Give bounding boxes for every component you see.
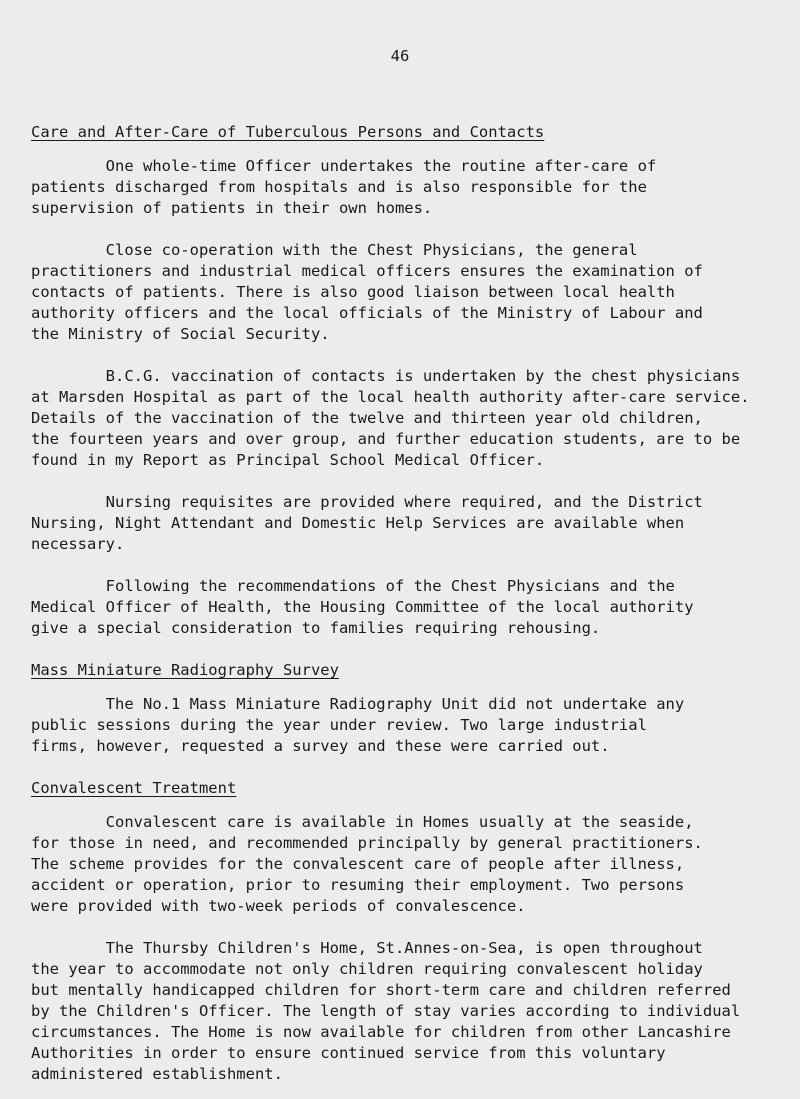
paragraph: Close co-operation with the Chest Physicians, the general practitioners and industrial medical officers ensures the examination of contacts of patients. There is also good liaison between local health authority officers and the local officials of the Ministry of Labour and the Ministry of Social Security.	[31, 241, 703, 343]
section-heading-tuberculous-care: Care and After-Care of Tuberculous Persons and Contacts	[31, 123, 545, 141]
section-heading-mass-radiography: Mass Miniature Radiography Survey	[31, 661, 339, 679]
paragraph: One whole-time Officer undertakes the routine after-care of patients discharged from hospitals and is also responsible for the supervision of patients in their own homes.	[31, 157, 657, 217]
paragraph: B.C.G. vaccination of contacts is undertaken by the chest physicians at Marsden Hospital as part of the local health authority after-care service. Details of the vaccination of the twelve and thirteen year old children, the fourteen years and over group, and further education students, are to be found in my Report as Principal School Medical Officer.	[31, 367, 750, 469]
paragraph: Following the recommendations of the Chest Physicians and the Medical Officer of Health, the Housing Committee of the local authority give a special consideration to families requiring rehousing.	[31, 577, 694, 637]
paragraph: Convalescent care is available in Homes usually at the seaside, for those in need, and recommended principally by general practitioners. The scheme provides for the convalescent care of people after illness, accident or operation, prior to resuming their employment. Two persons were provided with two-week periods of convalescence.	[31, 813, 703, 915]
paragraph: Nursing requisites are provided where required, and the District Nursing, Night Attendant and Domestic Help Services are available when necessary.	[31, 493, 703, 553]
paragraph: The Thursby Children's Home, St.Annes-on-Sea, is open throughout the year to accommodate not only children requiring convalescent holiday but mentally handicapped children for short-term care and children referred by the Children's Officer. The length of stay varies according to individual circumstances. The Home is now available for children from other Lancashire Authorities in order to ensure continued service from this voluntary administered establishment.	[31, 939, 741, 1083]
paragraph: The No.1 Mass Miniature Radiography Unit did not undertake any public sessions during the year under review. Two large industrial firms, however, requested a survey and these were carried out.	[31, 695, 685, 755]
document-body	[31, 122, 791, 1099]
page-number: 46	[390, 47, 410, 65]
section-heading-convalescent-treatment: Convalescent Treatment	[31, 779, 237, 797]
